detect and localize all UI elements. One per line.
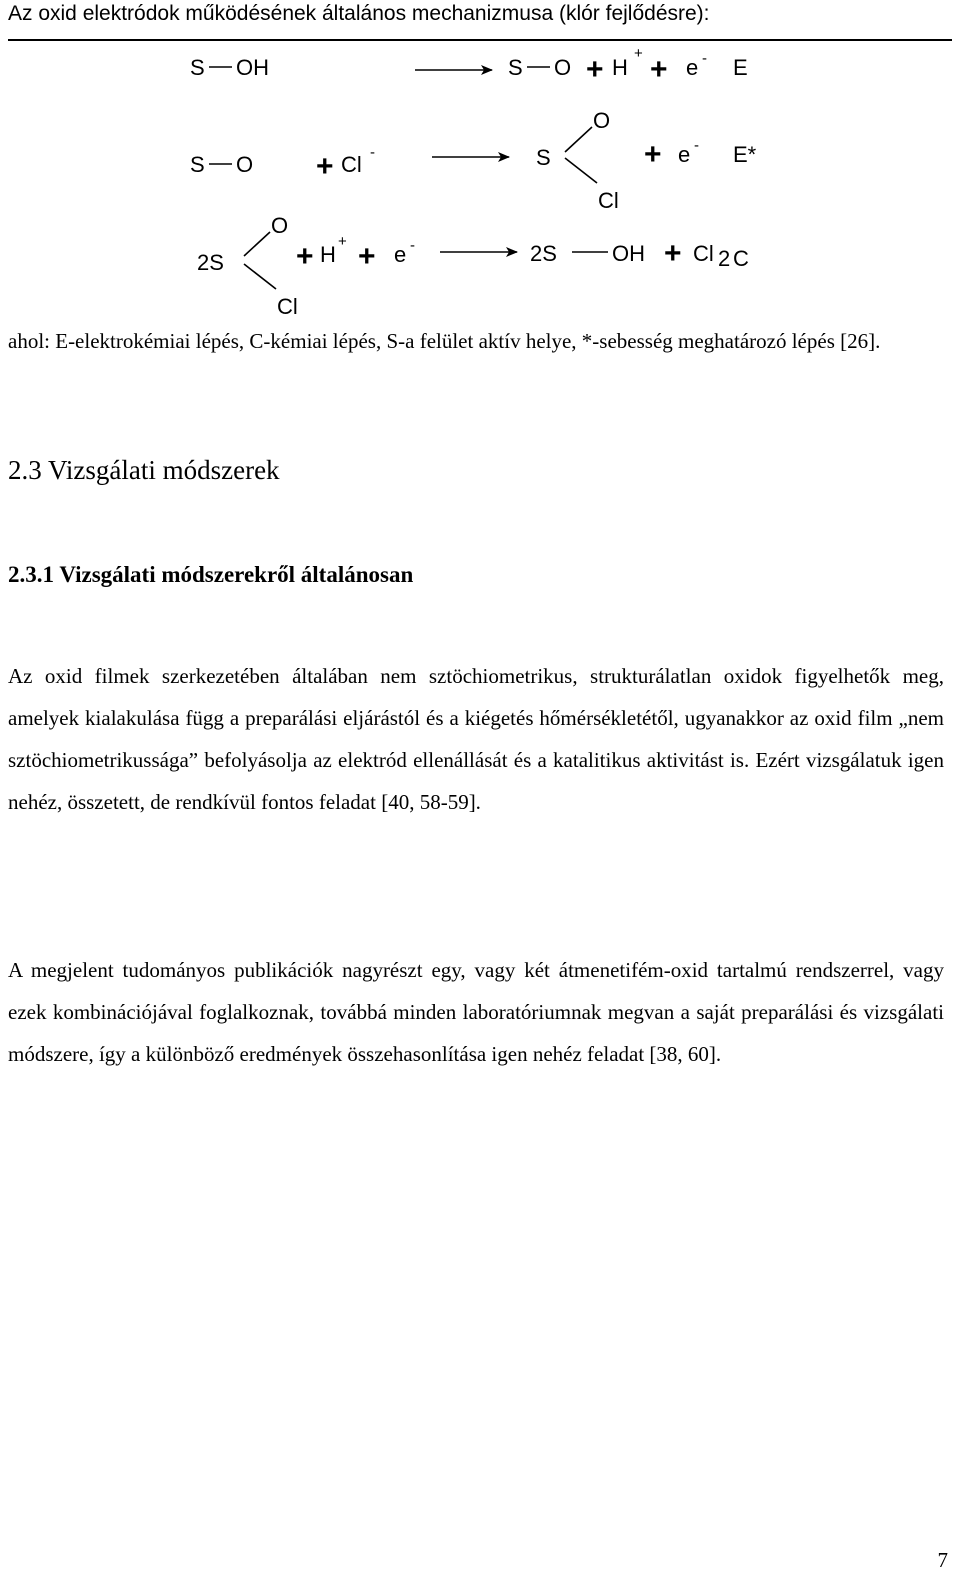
- r2-left-o: O: [236, 152, 254, 177]
- r1-electron: e: [686, 55, 699, 80]
- r2-bond-o: [565, 127, 592, 152]
- r2-cl: Cl: [341, 152, 362, 177]
- r1-h: H: [612, 55, 628, 80]
- r3-h-charge: +: [338, 233, 347, 250]
- r3-electron: e: [394, 242, 407, 267]
- r2-left-s: S: [190, 152, 205, 177]
- r3-cl2: Cl: [693, 241, 714, 266]
- r2-right-s: S: [536, 145, 551, 170]
- r3-cl2-subscript: 2: [718, 246, 731, 271]
- r3-electron-charge: -: [410, 237, 415, 254]
- section-heading: 2.3 Vizsgálati módszerek: [8, 455, 280, 485]
- r3-plus-1: +: [296, 240, 314, 273]
- r1-step-type: E: [733, 55, 748, 80]
- r3-plus-3: +: [664, 237, 682, 270]
- r3-left-o: O: [271, 213, 289, 238]
- r2-bond-cl: [565, 158, 597, 183]
- r3-bond-cl: [244, 264, 276, 289]
- r2-cl-charge: -: [370, 144, 375, 161]
- r3-h: H: [320, 242, 336, 267]
- reaction-2: [190, 108, 757, 213]
- reaction-3: [197, 213, 749, 319]
- body-paragraph-2: A megjelent tudományos publikációk nagyrészt egy, vagy két átmenetifém-oxid tartalmú rendszerrel, vagy ezek kombinációjával foglalkoznak, továbbá minden laboratóriumnak megvan a saját preparálási és vizsgálati módszere, így a különböző eredmények összehasonlítása igen nehéz feladat [38, 60].: [8, 958, 944, 1066]
- r1-electron-charge: -: [702, 50, 707, 67]
- r1-right-o: O: [554, 55, 572, 80]
- r2-right-cl: Cl: [598, 188, 619, 213]
- scheme-caption: Az oxid elektródok működésének általános mechanizmusa (klór fejlődésre):: [8, 2, 710, 25]
- r3-left-2s: 2S: [197, 250, 224, 275]
- subsection-heading: 2.3.1 Vizsgálati módszerekről általánosan: [8, 562, 414, 587]
- reaction-scheme: [0, 0, 960, 320]
- r2-electron-charge: -: [694, 137, 699, 154]
- reaction-1: [190, 45, 748, 86]
- r2-step-type: E*: [733, 142, 757, 167]
- r3-left-cl: Cl: [277, 294, 298, 319]
- r2-plus-1: +: [316, 150, 334, 183]
- r2-electron: e: [678, 142, 691, 167]
- r1-h-charge: +: [634, 45, 643, 62]
- r1-plus-1: +: [586, 53, 604, 86]
- r3-step-type: C: [733, 246, 749, 271]
- body-paragraph-1: Az oxid filmek szerkezetében általában nem sztöchiometrikus, strukturálatlan oxidok figyelhetők meg, amelyek kialakulása függ a preparálási eljárástól és a kiégetés hőmérsékletétől, ugyanakkor az oxid film „nem sztöchiometrikussága” befolyásolja az elektród ellenállását és a katalitikus aktivitást is. Ezért vizsgálatuk igen nehéz, összetett, de rendkívül fontos feladat [40, 58-59].: [8, 664, 944, 814]
- r3-right-oh: OH: [612, 241, 645, 266]
- r3-right-2s: 2S: [530, 241, 557, 266]
- r3-plus-2: +: [358, 240, 376, 273]
- r3-bond-o: [244, 232, 270, 256]
- r2-plus-2: +: [644, 138, 662, 171]
- r2-right-o: O: [593, 108, 611, 133]
- page-number: 7: [937, 1548, 948, 1572]
- r1-left-s: S: [190, 55, 205, 80]
- r1-right-s: S: [508, 55, 523, 80]
- r1-plus-2: +: [650, 53, 668, 86]
- scheme-legend: ahol: E-elektrokémiai lépés, C-kémiai lépés, S-a felület aktív helye, *-sebesség meghatározó lépés [26].: [8, 329, 881, 353]
- r1-left-oh: OH: [236, 55, 269, 80]
